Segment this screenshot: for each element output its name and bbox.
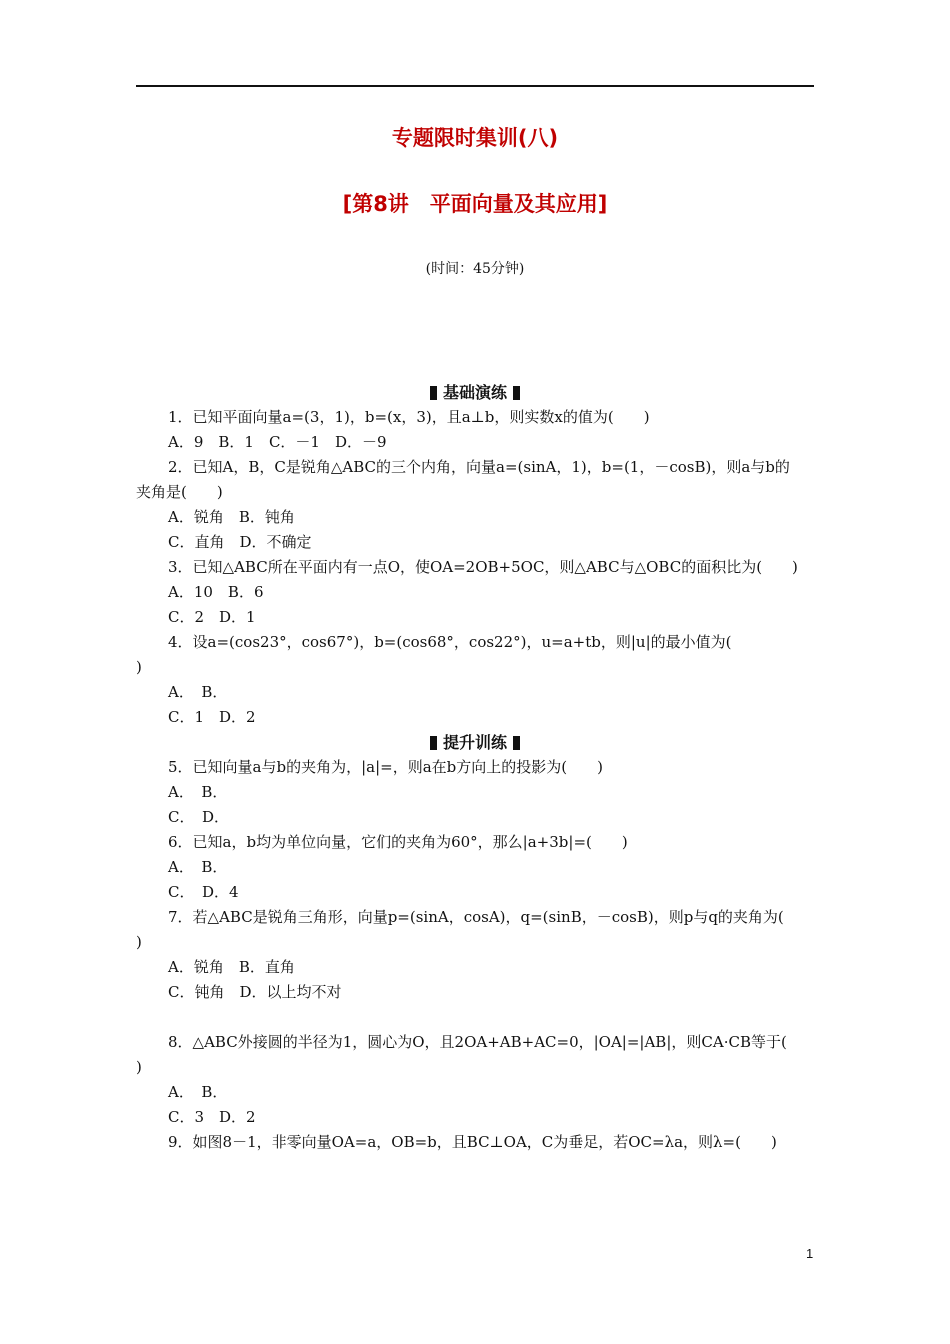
options-4b: C．1 D．2 [168, 708, 256, 726]
question-4-cont: ) [136, 658, 142, 676]
question-6: 6．已知a，b均为单位向量，它们的夹角为60°，那么|a+3b|=( ) [168, 833, 628, 851]
page-title: 专题限时集训(八) [391, 126, 559, 150]
question-8: 8．△ABC外接圆的半径为1，圆心为O，且2OA+AB+AC=0，|OA|=|AB|，则CA·CB等于( [168, 1033, 787, 1051]
options-5b: C． D． [168, 808, 230, 826]
header-rule [136, 85, 814, 87]
options-3b: C．2 D．1 [168, 608, 256, 626]
options-2b: C．直角 D．不确定 [168, 533, 312, 551]
section-heading-advanced: 提升训练 [136, 730, 814, 755]
question-1: 1．已知平面向量a=(3，1)，b=(x，3)，且a⊥b，则实数x的值为( ) [168, 408, 650, 426]
question-7-cont: ) [136, 933, 142, 951]
options-2a: A．锐角 B．钝角 [168, 508, 295, 526]
spacer [136, 1005, 814, 1030]
options-8b: C．3 D．2 [168, 1108, 256, 1126]
section-marker-icon [430, 736, 437, 750]
section-marker-icon [513, 736, 520, 750]
options-7b: C．钝角 D．以上均不对 [168, 983, 342, 1001]
question-list [136, 380, 814, 1155]
question-2-cont: 夹角是( ) [136, 483, 223, 501]
question-5: 5．已知向量a与b的夹角为，|a|=，则a在b方向上的投影为( ) [168, 758, 603, 776]
question-7: 7．若△ABC是锐角三角形，向量p=(sinA，cosA)，q=(sinB，－cosB)，则p与q的夹角为( [168, 908, 784, 926]
options-6a: A． B． [168, 858, 228, 876]
options-7a: A．锐角 B．直角 [168, 958, 295, 976]
page-number: 1 [806, 1246, 814, 1261]
question-2: 2．已知A，B，C是锐角△ABC的三个内角，向量a=(sinA，1)，b=(1，－cosB)，则a与b的 [168, 458, 790, 476]
section-marker-icon [513, 386, 520, 400]
options-8a: A． B． [168, 1083, 228, 1101]
section-marker-icon [430, 386, 437, 400]
page-subtitle: [第8讲 平面向量及其应用] [342, 192, 608, 216]
options-5a: A． B． [168, 783, 228, 801]
options-6b: C． D．4 [168, 883, 239, 901]
section-heading-basic: 基础演练 [136, 380, 814, 405]
options-1: A．9 B．1 C．－1 D．－9 [168, 433, 387, 451]
question-4: 4．设a=(cos23°，cos67°)，b=(cos68°，cos22°)，u=a+tb，则|u|的最小值为( [168, 633, 732, 651]
options-3a: A．10 B．6 [168, 583, 264, 601]
question-9: 9．如图8－1，非零向量OA=a，OB=b，且BC⊥OA，C为垂足，若OC=λa，则λ=( ) [168, 1133, 777, 1151]
question-8-cont: ) [136, 1058, 142, 1076]
question-3: 3．已知△ABC所在平面内有一点O，使OA=2OB+5OC，则△ABC与△OBC的面积比为( ) [168, 558, 798, 576]
options-4a: A． B． [168, 683, 228, 701]
time-note: (时间：45分钟) [425, 261, 525, 277]
